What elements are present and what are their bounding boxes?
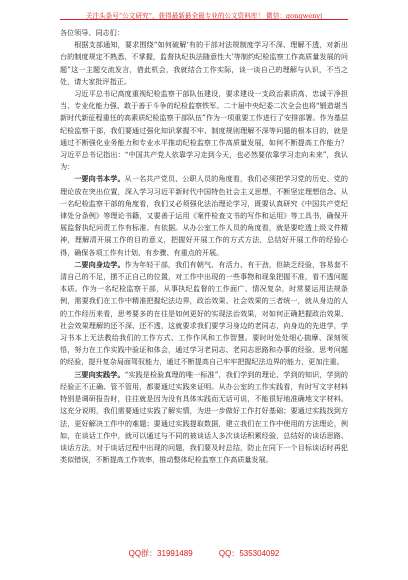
greeting: 各位领导、同志们： [60, 28, 124, 37]
section-3-heading: 三要向实践学。 [74, 369, 125, 379]
section-1-paragraph [60, 173, 348, 258]
section-2-body: 作为年轻干部，我们有朝气、有活力、有干劲，但缺乏经验，容易套不清自己的不足，摆不正自己的位置，对工作中出现的一些事物和现象把握不准，看不透问题本质。作为一名纪检监察干部，从事执纪监督的工作面广、情况复杂，时常要运用法规条例，需要我们在工作中精准把握纪法边界，政治效果、社会效果的三者统一，就从身边的人的工作经历来看，思考要多的在往是如何更好的实现法治效果，对如何正确把握政治效果、社会效果理解的还不深、还不透，这就要求我们要学习身边的老同志，向身边的先进学，学习书本上无法教给我们的工作方式、工作作风和工作智慧。要时时处处细心揣摩、深刻领悟，努力在工作实践中验证和体会，通过学习老同志、老同志思路和办事的经验、思考问题的经验，提升复杂局面驾驭能力，通过不断提高自己牢牢把握纪法边界的能力，更加注重。 [60, 259, 349, 367]
section-2-paragraph [60, 259, 348, 369]
section-1-heading: 一要向书本学。 [74, 174, 125, 184]
qq-group-label: QQ群：31991489 [128, 549, 193, 558]
section-1-body: 从一名共产党员、公职人员的角度看，我们必须把学习党的历史、党的理论放在突出位置，深入学习习近平新时代中国特色社会主义思想，不断坚定理想信念。从一名纪检监察干部的角度看，我们又必须强化法治理论学习，既要认真研究《中国共产党纪律处分条例》等理论书籍，又要善于运用《案件检查文书的写作和运用》等工具书，确保开展监督执纪问责工作有标准、有依据。从办公室工作人员的角度看，就是要吃透上级文件精神，理解清开展工作的目的意义，把握好开展工作的方式方法，总结好开展工作的经验心得，确保各项工作有计划、有步骤、有重点的开展。 [60, 174, 349, 257]
intro-paragraph-1: 根据支部通知，要求围绕“如何破解‘有的干部对法规制度学习不深、理解不透，对新出台的制度规定不熟悉、不掌握，监督执纪执法随意性大’等制约纪检监察工作高质量发展的问题”这一主题交流发言，借此机会，我就结合工作实际，谈一谈自己的理解与认识，不当之处，请大家批评指正。 [60, 40, 348, 86]
footer [0, 548, 408, 559]
intro-paragraph-2: 习近平总书记高度重视纪检监察干部队伍建设，要求建设一支政治素质高、忠诚干净担当、专业化能力强、敢于善于斗争的纪检监察铁军。二十届中央纪委二次全会也将“锻造堪当新时代新征程重任的高素质纪检监察干部队伍”作为一项重要工作进行了安排部署。作为基层纪检监察干部，我们要通过强化知识掌握不牢、制度规则理解不深等问题的根本目的，就是通过不断强化业务能力和专业水平推动纪检监察工作高质量发展，如何不断提高工作能力？习近平总书记指出：“中国共产党人依靠学习走到今天，也必然要依靠学习走向未来”，我认为： [60, 89, 348, 172]
document-body [60, 27, 348, 466]
qq-label: QQ：535304092 [218, 549, 280, 558]
header-divider [60, 19, 348, 20]
section-2-heading: 二要向身边学。 [74, 259, 125, 269]
section-3-body: “实践是检验真理的唯一标准”，我们学到的理论、学到的知识，学到的经验正不正确、管不管用，都要通过实践来证明。从办公室的工作实践看，有时写文字材料特别是调研报告时，往往就是因为没有具体实践而无话可说，不能很好地准确地文字材料。这充分说明，我们需要通过实践了解实情，为进一步做好工作打好基础；要通过实践找到方法，更好解决工作中的难题；要通过实践提取数据，建立我们在工作中使用的方法理论，例如，在谈话工作中，就可以通过与不同的被谈话人多次谈话积累经验，总结好的谈话思路、谈话方法，对于谈话过程中出现的问题，我们要及时总结，防止在同下一个目标谈话时再犯类似错误，不断提高工作效率，推动整体纪检监察工作高质量发展。 [60, 369, 348, 465]
section-3-paragraph [60, 369, 348, 467]
header-banner: 关注头条号“公文研究”，获得最新最全最专业的公文资料库！ 微信：gongwenyj [85, 12, 323, 20]
